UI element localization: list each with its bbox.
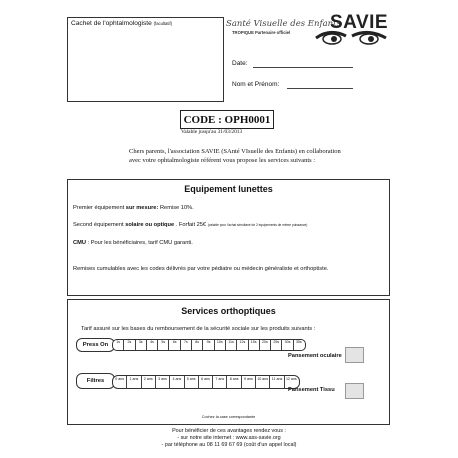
second-equipment-line: Second équipement solaire ou optique . Forfait 25€ (valable pour l'achat simultané de 2 équipements de même puissance) [73,222,308,228]
cumulative-discount-line: Remises cumulables avec les codes délivrés par votre pédiatre ou médecin généraliste et orthoptiste. [73,266,329,272]
filtres-cell[interactable]: 8 ans [227,376,241,388]
stamp-label: Cachet de l'ophtalmologiste (facultatif) [71,20,173,27]
orthoptic-title: Services orthoptiques [181,306,276,316]
presson-cell[interactable]: 25s [271,340,282,350]
cmu-line: CMU : Pour les bénéficiaires, tarif CMU garanti. [73,240,193,246]
footer-phone: - par téléphone au 08 11 69 67 69 (coût d'un appel local) [161,442,297,448]
pansement-oculaire-checkbox[interactable] [345,347,364,363]
logo-tagline: Santé Visuelle des Enfants [226,19,341,29]
presson-cell[interactable]: 20s [260,340,271,350]
presson-cell[interactable]: 30s [282,340,293,350]
footer-line-1: Pour bénéficier de ces avantages rendez vous : [172,428,286,434]
filtres-cell[interactable]: 4 ans [170,376,184,388]
presson-cell[interactable]: 4s [147,340,158,350]
logo-brand: SAVIE [330,12,389,33]
presson-cell[interactable]: 12s [237,340,248,350]
filtres-cell[interactable]: 1 ans [127,376,141,388]
filtres-cell[interactable]: 5 ans [185,376,199,388]
footer-website[interactable]: - sur notre site internet : www.ass-savie.org [177,435,281,441]
presson-cell[interactable]: 1s [113,340,124,350]
first-equipment-line: Premier équipement sur mesure: Remise 10%. [73,205,194,211]
filtres-cell[interactable]: 0 ans [113,376,127,388]
pansement-tissu-checkbox[interactable] [345,383,364,399]
presson-cell[interactable]: 10s [215,340,226,350]
logo-partner: TROPIQUE Partenaire officiel [232,30,291,35]
presson-table [112,339,306,351]
logo-eyes-icon [312,26,390,46]
filtres-cell[interactable]: 12 ans [285,377,297,381]
filtres-table [112,375,300,389]
presson-cell[interactable]: 35s [295,340,302,344]
pansement-tissu-label: Pansement Tissu [288,387,335,393]
intro-text: Chers parents, l'association SAVIE (SAnté VIsuelle des Enfants) en collaboration avec votre ophtalmologiste référent vous propose les services suivants : [129,148,341,164]
filtres-cell[interactable]: 3 ans [156,376,170,388]
cochez-note: Cochez la case correspondante [201,415,256,419]
presson-label: Press On [82,342,109,348]
tarif-line: Tarif assuré sur les bases du remboursement de la sécurité sociale sur les produits suivants : [81,326,316,332]
presson-cell[interactable]: 6s [169,340,180,350]
filtres-label: Filtres [86,378,105,384]
filtres-cell[interactable]: 9 ans [242,376,256,388]
code-validity: Valable jusqu'au 31/03/2013 [181,129,243,135]
filtres-cell[interactable]: 7 ans [213,376,227,388]
presson-label-pill [76,338,115,352]
presson-cell[interactable]: 7s [181,340,192,350]
name-label: Nom et Prénom: [232,81,280,88]
presson-cell[interactable]: 2s [124,340,135,350]
filtres-cell[interactable]: 6 ans [199,376,213,388]
pansement-oculaire-label: Pansement oculaire [288,353,342,359]
filtres-label-pill [76,373,115,389]
filtres-cell[interactable]: 10 ans [256,376,270,388]
presson-cell[interactable]: 3s [136,340,147,350]
filtres-cell[interactable]: 2 ans [142,376,156,388]
date-label: Date: [232,60,248,67]
glasses-equipment-box [67,179,390,296]
name-field[interactable] [287,88,353,89]
orthoptic-services-box [67,299,390,425]
date-field[interactable] [253,67,353,68]
glasses-title: Equipement lunettes [184,184,273,194]
code-box: CODE : OPH0001 [180,110,274,129]
presson-cell[interactable]: 8s [192,340,203,350]
filtres-cell[interactable]: 11 ans [270,376,284,388]
ophthalmologist-stamp-box [67,17,224,102]
presson-cell[interactable]: 11s [226,340,237,350]
presson-cell[interactable]: 15s [249,340,260,350]
presson-cell[interactable]: 5s [158,340,169,350]
presson-cell[interactable]: 9s [203,340,214,350]
